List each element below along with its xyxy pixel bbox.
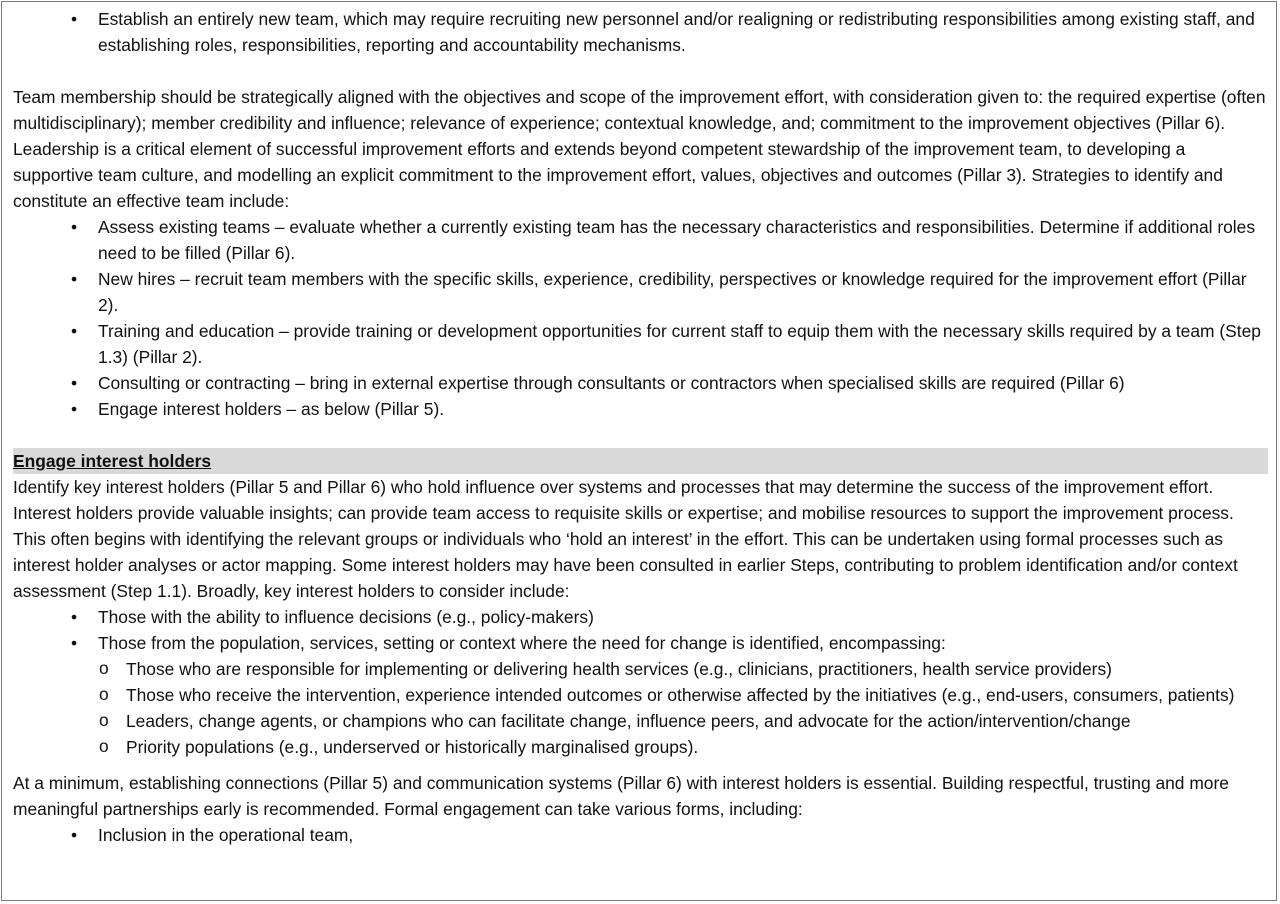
engagement-paragraph: At a minimum, establishing connections (Pillar 5) and communication systems (Pillar 6) with interest holders is essential. Building respectful, trusting and more meaningful partnerships early is recommended. Formal engagement can take various forms, including: [13, 773, 1229, 819]
team-options-list [13, 6, 1268, 58]
team-strategies-list [13, 214, 1268, 422]
team-membership-paragraph: Team membership should be strategically aligned with the objectives and scope of the improvement effort, with consideration given to: the required expertise (often multidisciplinary); member credibility and influence; relevance of experience; contextual knowledge, and; commitment to the improvement objectives (Pillar 6). Leadership is a critical element of successful improvement efforts and extends beyond competent stewardship of the improvement team, to developing a supportive team culture, and modelling an explicit commitment to the improvement effort, values, objectives and outcomes (Pillar 3). Strategies to identify and constitute an effective team include: [13, 87, 1266, 211]
spacer [13, 422, 1268, 448]
spacer [13, 760, 1268, 770]
list-item: • New hires – recruit team members with the specific skills, experience, credibility, perspectives or knowledge required for the improvement effort (Pillar 2). [13, 266, 1268, 318]
section-heading-band [13, 448, 1268, 474]
interest-holders-list [13, 604, 1268, 656]
engage-paragraph: Identify key interest holders (Pillar 5 and Pillar 6) who hold influence over systems and processes that may determine the success of the improvement effort. Interest holders provide valuable insights; can provide team access to requisite skills or expertise; and mobilise resources to support the improvement process. This often begins with identifying the relevant groups or individuals who ‘hold an interest’ in the effort. This can be undertaken using formal processes such as interest holder analyses or actor mapping. Some interest holders may have been consulted in earlier Steps, contributing to problem identification and/or context assessment (Step 1.1). Broadly, key interest holders to consider include: [13, 477, 1238, 601]
sub-list-item: o Leaders, change agents, or champions who can facilitate change, influence peers, and advocate for the action/intervention/change [13, 708, 1268, 734]
list-item: • Consulting or contracting – bring in external expertise through consultants or contractors when specialised skills are required (Pillar 6) [13, 370, 1268, 396]
sub-list-item: o Priority populations (e.g., underserved or historically marginalised groups). [13, 734, 1268, 760]
engagement-forms-list [13, 822, 1268, 848]
document-page [1, 1, 1277, 901]
document-body [2, 2, 1276, 848]
list-item: • Training and education – provide training or development opportunities for current staff to equip them with the necessary skills required by a team (Step 1.3) (Pillar 2). [13, 318, 1268, 370]
list-item: • Engage interest holders – as below (Pillar 5). [13, 396, 1268, 422]
list-item: • Those with the ability to influence decisions (e.g., policy-makers) [13, 604, 1268, 630]
list-item: • Assess existing teams – evaluate whether a currently existing team has the necessary characteristics and responsibilities. Determine if additional roles need to be filled (Pillar 6). [13, 214, 1268, 266]
sub-list-item: o Those who receive the intervention, experience intended outcomes or otherwise affected by the initiatives (e.g., end-users, consumers, patients) [13, 682, 1268, 708]
list-item: • Inclusion in the operational team, [13, 822, 1268, 848]
sub-list-item: o Those who are responsible for implementing or delivering health services (e.g., clinicians, practitioners, health service providers) [13, 656, 1268, 682]
list-item: • Establish an entirely new team, which may require recruiting new personnel and/or realigning or redistributing responsibilities among existing staff, and establishing roles, responsibilities, reporting and accountability mechanisms. [13, 6, 1268, 58]
interest-holders-sublist [13, 656, 1268, 760]
spacer [13, 58, 1268, 84]
section-heading: Engage interest holders [13, 451, 212, 471]
list-item: • Those from the population, services, setting or context where the need for change is identified, encompassing: [13, 630, 1268, 656]
